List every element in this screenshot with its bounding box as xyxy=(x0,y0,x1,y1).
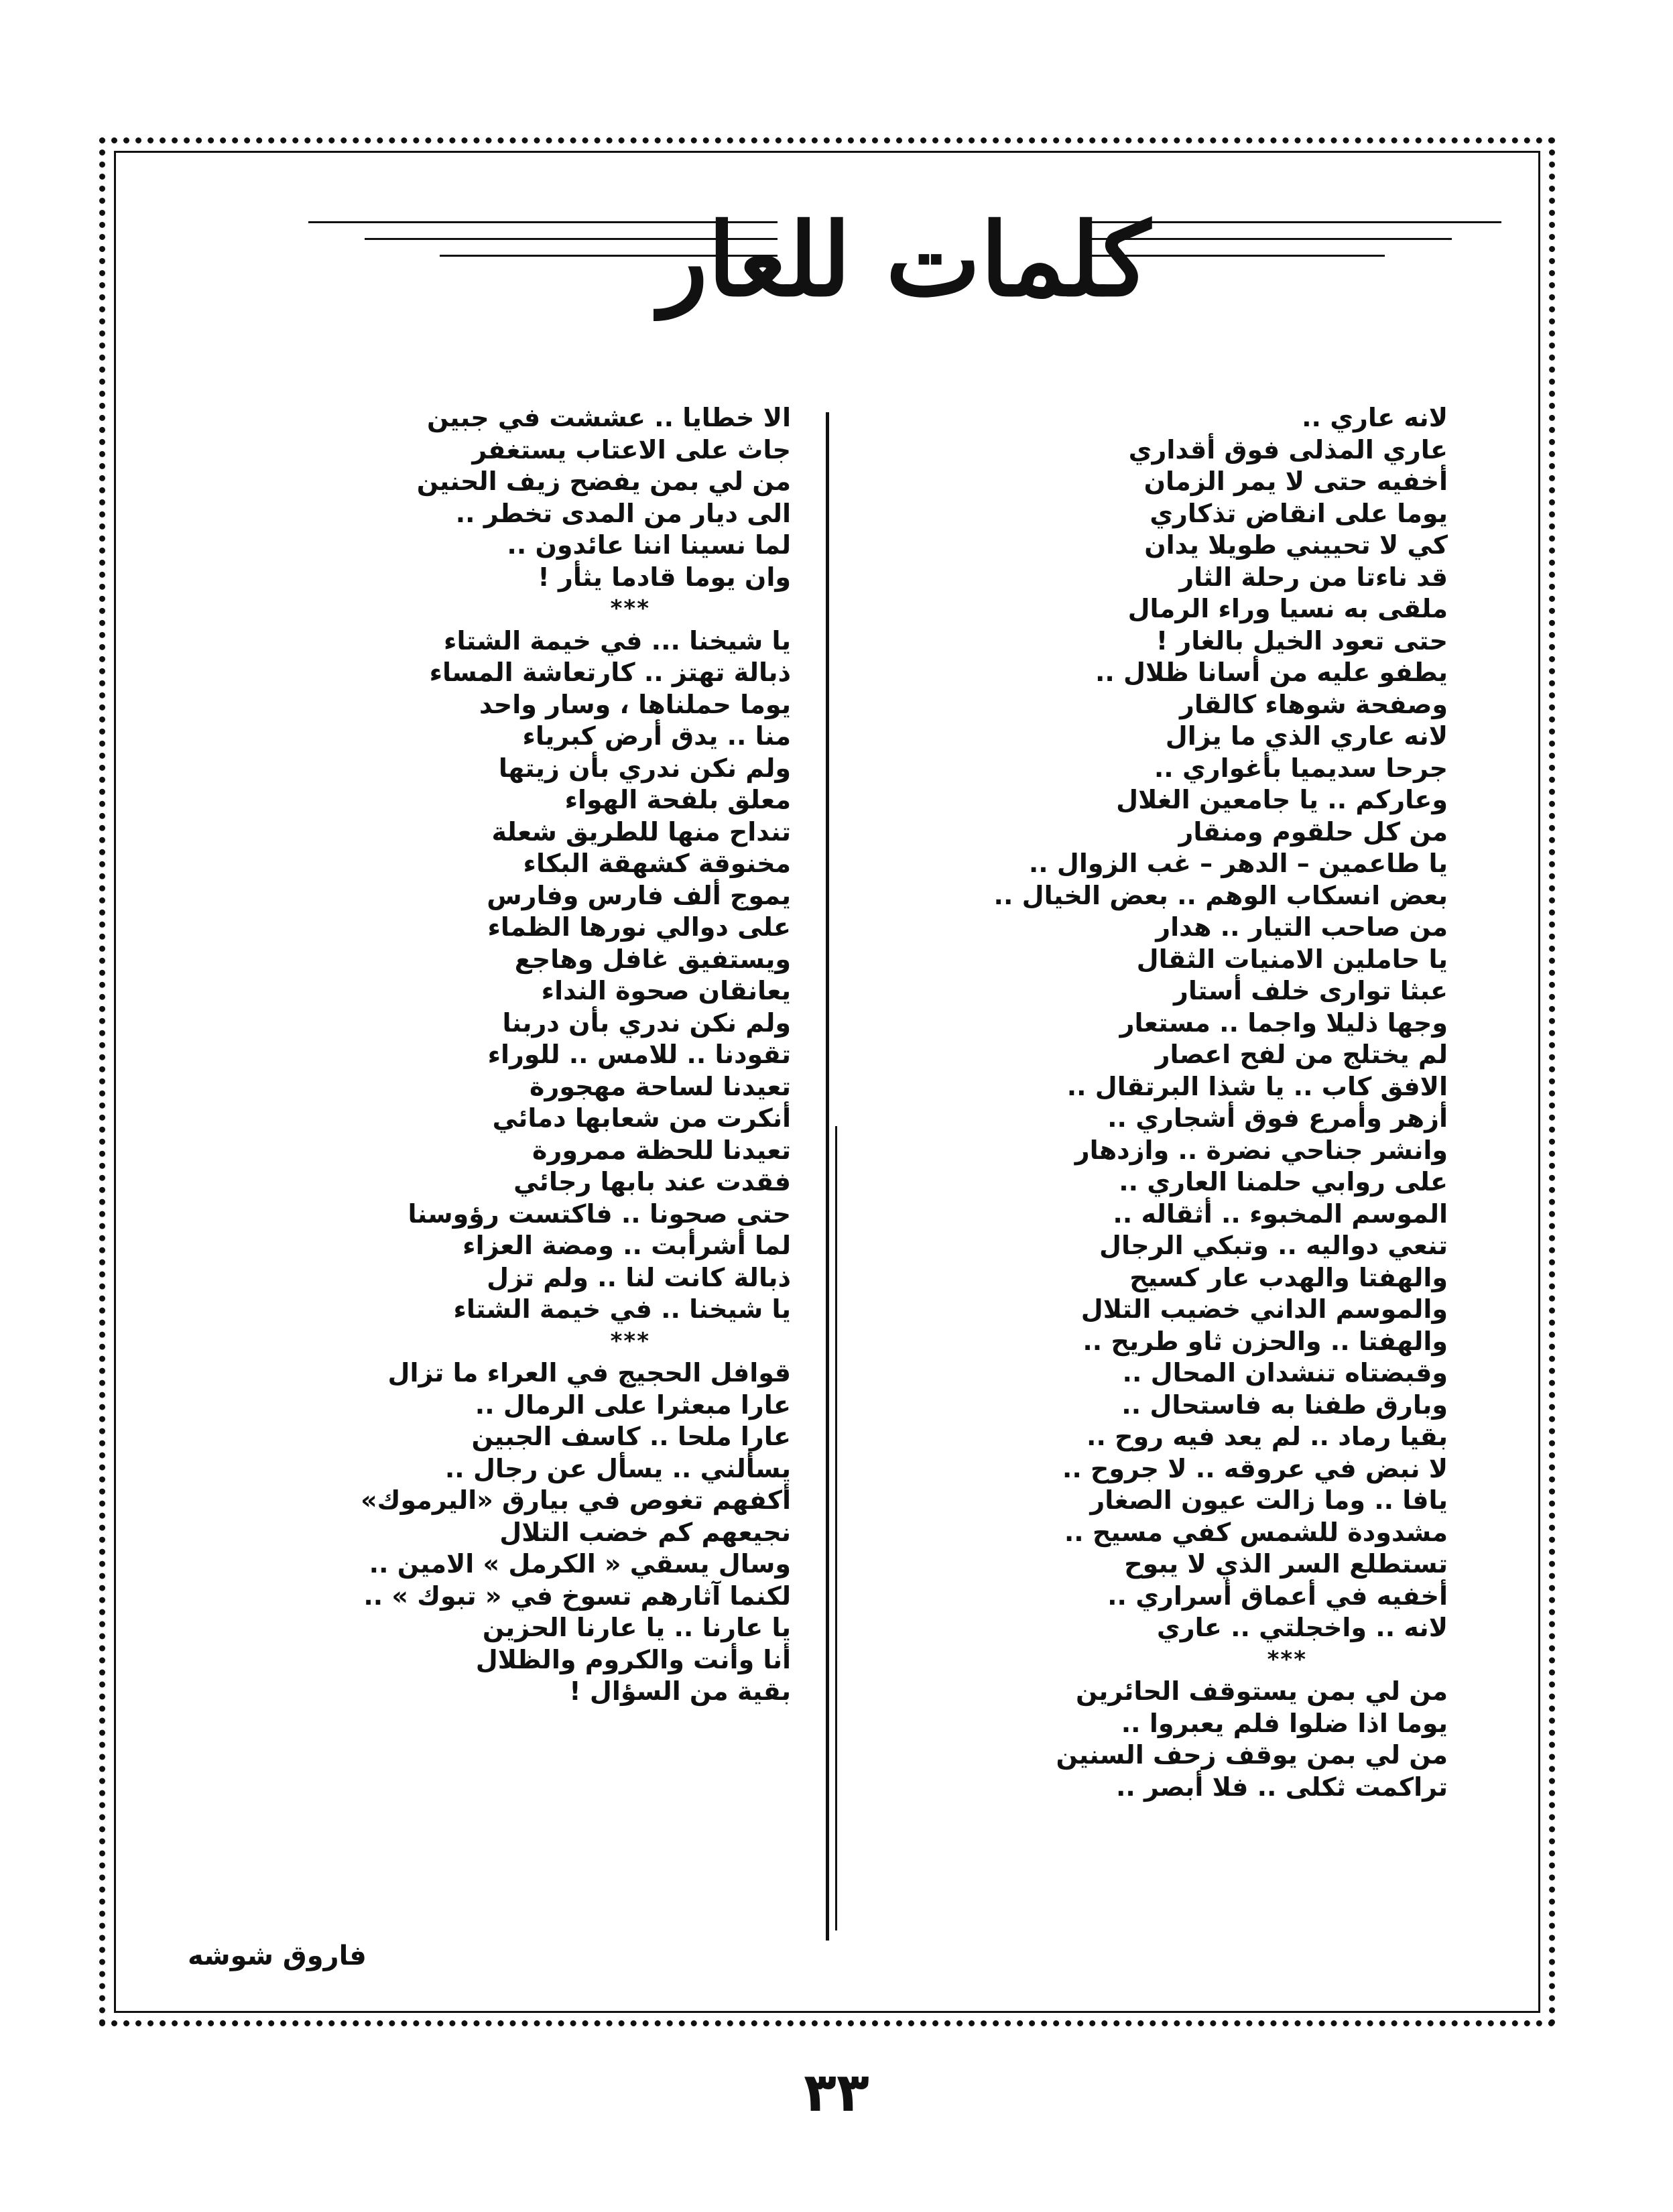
poem-line: حتى صحونا .. فاكتست رؤوسنا xyxy=(408,1199,791,1229)
poem-line: كي لا تحييني طويلا يدان xyxy=(1144,530,1448,560)
poem-line: لما نسينا اننا عائدون .. xyxy=(507,530,791,560)
poem-line: يوما اذا ضلوا فلم يعبروا .. xyxy=(1121,1708,1448,1738)
poem-line: وبارق طفنا به فاستحال .. xyxy=(1121,1390,1448,1420)
poem-line: عارا ملحا .. كاسف الجبين xyxy=(471,1422,791,1451)
poem-line: الا خطايا .. عششت في جبين xyxy=(426,403,791,432)
poem-line: لم يختلج من لفح اعصار xyxy=(1155,1040,1448,1069)
poem-line: الافق كاب .. يا شذا البرتقال .. xyxy=(1066,1071,1448,1101)
poem-line: لانه عاري .. xyxy=(1302,403,1448,432)
poem-line: على روابي حلمنا العاري .. xyxy=(1119,1167,1448,1196)
poem-line: يا حاملين الامنيات الثقال xyxy=(1136,944,1448,974)
poem-line: من لي بمن يفضح زيف الحنين xyxy=(416,467,791,496)
poem-line: ذبالة تهتز .. كارتعاشة المساء xyxy=(429,658,791,687)
poem-line: من صاحب التيار .. هدار xyxy=(1156,912,1448,942)
poem-line: يا شيخنا .. في خيمة الشتاء xyxy=(453,1294,791,1324)
poem-line: تنعي دواليه .. وتبكي الرجال xyxy=(1099,1231,1448,1260)
poem-line: يافا .. وما زالت عيون الصغار xyxy=(1090,1485,1448,1515)
author-name: فاروق شوشه xyxy=(188,1941,367,1971)
poem-line: حتى تعود الخيل بالغار ! xyxy=(1156,625,1448,656)
poem-line: وعاركم .. يا جامعين الغلال xyxy=(1116,785,1448,814)
poem-line: وصفحة شوهاء كالقار xyxy=(1180,689,1448,719)
poem-line: يا شيخنا ... في خيمة الشتاء xyxy=(444,625,791,656)
poem-line: قوافل الحجيج في العراء ما تزال xyxy=(387,1358,791,1388)
poem-line: الموسم المخبوء .. أثقاله .. xyxy=(1113,1199,1448,1229)
poem-line: بقيا رماد .. لم يعد فيه روح .. xyxy=(1087,1422,1448,1451)
poem-line: وان يوما قادما يثأر ! xyxy=(538,562,791,592)
poem-line: والموسم الداني خضيب التلال xyxy=(1080,1294,1448,1324)
poem-line: أنكرت من شعابها دمائي xyxy=(492,1103,791,1133)
page-number: ٣٣ xyxy=(804,2061,869,2124)
poem-column-right xyxy=(871,402,1448,1803)
poem-line: مخنوقة كشهقة البكاء xyxy=(523,849,791,878)
poem-line: ولم نكن ندري بأن زيتها xyxy=(498,753,791,783)
poem-line: لكنما آثارهم تسوخ في « تبوك » .. xyxy=(363,1581,791,1611)
poem-line: وسال يسقي « الكرمل » الامين .. xyxy=(369,1549,791,1579)
poem-line: ولم نكن ندري بأن دربنا xyxy=(502,1007,791,1038)
poem-line: لانه .. واخجلتي .. عاري xyxy=(1156,1613,1448,1642)
poem-line: معلق بلفحة الهواء xyxy=(564,785,791,814)
poem-line: أخفيه في أعماق أسراري .. xyxy=(1107,1581,1448,1611)
poem-line: يا طاعمين – الدهر – غب الزوال .. xyxy=(1028,849,1448,878)
stanza-separator-stars: *** xyxy=(610,595,650,622)
poem-line: تقودنا .. للامس .. للوراء xyxy=(487,1040,791,1069)
poem-line: وقبضتاه تنشدان المحال .. xyxy=(1122,1358,1448,1388)
poem-line: من لي بمن يوقف زحف السنين xyxy=(1056,1740,1448,1770)
poem-line: تنداح منها للطريق شعلة xyxy=(491,816,791,847)
poem-line: تعيدنا للحظة ممرورة xyxy=(532,1135,791,1165)
poem-line: أكفهم تغوص في بيارق «اليرموك» xyxy=(361,1485,791,1515)
poem-line: منا .. يدق أرض كبرياء xyxy=(522,721,791,751)
title-block xyxy=(308,194,1501,355)
poem-line: ويستفيق غافل وهاجع xyxy=(514,944,791,974)
poem-line: من كل حلقوم ومنقار xyxy=(1178,816,1448,847)
poem-line: مشدودة للشمس كفي مسيح .. xyxy=(1064,1517,1448,1547)
poem-line: الى ديار من المدى تخطر .. xyxy=(455,498,791,528)
poem-line: فقدت عند بابها رجائي xyxy=(513,1167,791,1196)
stanza-separator-stars: *** xyxy=(1267,1646,1307,1673)
poem-line: عبثا توارى خلف أستار xyxy=(1174,976,1448,1005)
poem-column-left xyxy=(255,402,791,1708)
poem-line: يوما على انقاض تذكاري xyxy=(1150,498,1448,528)
poem-line: نجيعهم كم خضب التلال xyxy=(499,1517,791,1547)
poem-line: من لي بمن يستوقف الحائرين xyxy=(1075,1676,1448,1706)
poem-line: بقية من السؤال ! xyxy=(569,1676,791,1706)
poem-line: لانه عاري الذي ما يزال xyxy=(1165,721,1448,751)
poem-line: لما أشرأبت .. ومضة العزاء xyxy=(462,1231,791,1260)
poem-line: أخفيه حتى لا يمر الزمان xyxy=(1143,467,1448,496)
poem-line: يموج ألف فارس وفارس xyxy=(487,880,791,910)
poem-line: جاث على الاعتاب يستغفر xyxy=(472,434,791,465)
stanza-separator-stars: *** xyxy=(610,1327,650,1355)
poem-line: عارا مبعثرا على الرمال .. xyxy=(475,1390,791,1420)
poem-line: جرحا سديميا بأغواري .. xyxy=(1154,753,1448,783)
poem-line: يعانقان صحوة النداء xyxy=(541,976,791,1005)
poem-line: أزهر وأمرع فوق أشجاري .. xyxy=(1107,1103,1448,1133)
poem-line: تستطلع السر الذي لا يبوح xyxy=(1124,1549,1448,1579)
poem-line: قد ناءتا من رحلة الثار xyxy=(1179,562,1448,592)
poem-line: يطفو عليه من أسانا ظلال .. xyxy=(1095,658,1448,687)
poem-line: على دوالي نورها الظماء xyxy=(487,912,791,942)
poem-line: والهفتا .. والحزن ثاو طريح .. xyxy=(1082,1326,1448,1356)
poem-line: ملقى به نسيا وراء الرمال xyxy=(1127,594,1448,623)
poem-line: لا نبض في عروقه .. لا جروح .. xyxy=(1062,1453,1448,1483)
poem-line: والهفتا والهدب عار كسيح xyxy=(1129,1262,1448,1292)
poem-line: يوما حملناها ، وسار واحد xyxy=(479,689,791,719)
poem-line: وجها ذليلا واجما .. مستعار xyxy=(1119,1007,1448,1038)
poem-line: عاري المذلى فوق أقداري xyxy=(1128,434,1448,465)
column-divider xyxy=(826,412,829,1941)
column-divider-secondary xyxy=(835,1126,837,1930)
poem-line: وانشر جناحي نضرة .. وازدهار xyxy=(1074,1135,1448,1165)
poem-line: تراكمت ثكلى .. فلا أبصر .. xyxy=(1115,1772,1448,1802)
poem-title: كلمات للعار xyxy=(659,201,1151,319)
poem-line: بعض انسكاب الوهم .. بعض الخيال .. xyxy=(993,880,1448,910)
poem-line: يا عارنا .. يا عارنا الحزين xyxy=(482,1613,791,1642)
poem-line: تعيدنا لساحة مهجورة xyxy=(530,1071,791,1101)
poem-line: يسألني .. يسأل عن رجال .. xyxy=(444,1453,791,1483)
poem-line: ذبالة كانت لنا .. ولم تزل xyxy=(487,1262,791,1292)
poem-line: أنا وأنت والكروم والظلال xyxy=(475,1644,791,1674)
